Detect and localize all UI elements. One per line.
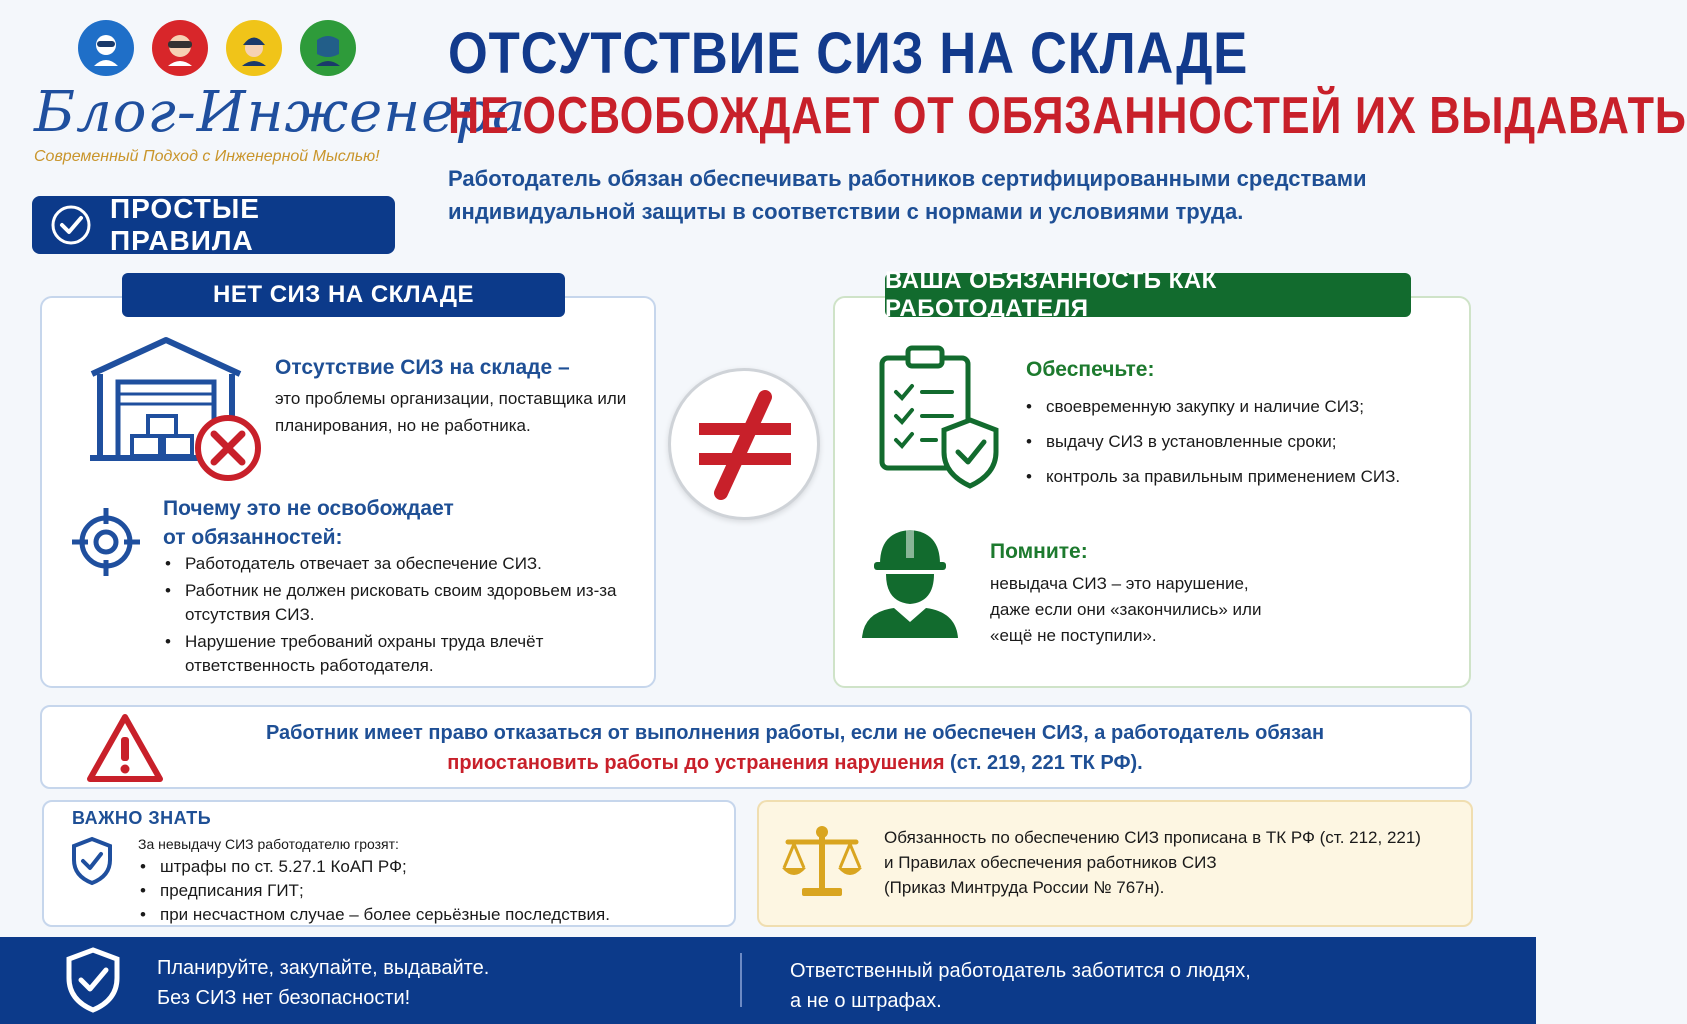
- remember-line: «ещё не поступили».: [990, 626, 1157, 645]
- warehouse-icon: [86, 334, 262, 480]
- worker-face-icon: [78, 20, 134, 76]
- brand-name: Блог-Инженера: [34, 80, 527, 145]
- warning-highlight: приостановить работы до устранения нарушения: [447, 752, 945, 774]
- footer-line: Без СИЗ нет безопасности!: [157, 987, 411, 1009]
- scales-icon: [780, 824, 864, 900]
- shield-check-icon: [64, 946, 122, 1014]
- badge-label: ПРОСТЫЕ ПРАВИЛА: [110, 193, 260, 256]
- footer-right-text: [790, 956, 1251, 1016]
- warning-article: (ст. 219, 221 ТК РФ).: [944, 752, 1143, 774]
- target-icon: [70, 506, 142, 578]
- warning-text: [190, 718, 1400, 778]
- footer-divider: [740, 953, 742, 1007]
- important-title: ВАЖНО ЗНАТЬ: [72, 808, 212, 828]
- important-intro: За невыдачу СИЗ работодателю грозят:: [138, 836, 399, 852]
- page-subtitle: Работодатель обязан обеспечивать работников сертифицированными средствами индивидуальной защиты в соответствии с нормами и условиями труда.: [448, 166, 1367, 224]
- clipboard-shield-icon: [876, 344, 1002, 490]
- provide-list: [1024, 395, 1464, 489]
- left-panel-title: НЕТ СИЗ НА СКЛАДЕ: [122, 273, 565, 317]
- page-title-secondary: НЕ ОСВОБОЖДАЕТ ОТ ОБЯЗАННОСТЕЙ ИХ ВЫДАВАТЬ: [448, 87, 1687, 145]
- footer-line: а не о штрафах.: [790, 990, 942, 1012]
- important-list: [138, 855, 610, 927]
- law-text: [884, 825, 1464, 900]
- list-item: • при несчастном случае – более серьёзные последствия.: [138, 903, 610, 927]
- why-heading-line2: от обязанностей:: [163, 526, 343, 549]
- important-text: [138, 834, 610, 927]
- law-line: (Приказ Минтруда России № 767н).: [884, 878, 1165, 897]
- provide-heading: Обеспечьте:: [1026, 358, 1155, 381]
- worker-icon: [858, 522, 962, 640]
- law-line: Обязанность по обеспечению СИЗ прописана в ТК РФ (ст. 212, 221): [884, 828, 1421, 847]
- remember-line: невыдача СИЗ – это нарушение,: [990, 574, 1249, 593]
- list-item: • Нарушение требований охраны труда влечёт ответственность работодателя.: [163, 630, 633, 678]
- footer-line: Планируйте, закупайте, выдавайте.: [157, 957, 490, 979]
- list-item: • Работодатель отвечает за обеспечение СИЗ.: [163, 552, 633, 576]
- warning-line2: [190, 748, 1400, 778]
- footer-line: Ответственный работодатель заботится о людях,: [790, 960, 1251, 982]
- why-heading: [163, 494, 454, 552]
- page-title: ОТСУТСТВИЕ СИЗ НА СКЛАДЕ: [448, 21, 1249, 86]
- law-line: и Правилах обеспечения работников СИЗ: [884, 853, 1217, 872]
- list-item: • своевременную закупку и наличие СИЗ;: [1024, 395, 1464, 419]
- list-item: • предписания ГИТ;: [138, 879, 610, 903]
- no-ppe-heading: Отсутствие СИЗ на складе –: [275, 356, 570, 379]
- why-heading-line1: Почему это не освобождает: [163, 497, 454, 520]
- logo-icons: [78, 20, 356, 76]
- warning-triangle-icon: [86, 713, 164, 783]
- not-equal-badge: [668, 368, 820, 520]
- footer-left-text: [157, 953, 489, 1013]
- worker-goggles-icon: [152, 20, 208, 76]
- worker-faceshield-icon: [300, 20, 356, 76]
- brand-slogan: Современный Подход с Инженерной Мыслью!: [34, 148, 380, 165]
- not-equal-icon: [671, 371, 817, 517]
- list-item: • контроль за правильным применением СИЗ.: [1024, 465, 1464, 489]
- remember-text: [990, 571, 1261, 649]
- list-item: • выдачу СИЗ в установленные сроки;: [1024, 430, 1464, 454]
- right-panel-title: ВАША ОБЯЗАННОСТЬ КАК РАБОТОДАТЕЛЯ: [885, 273, 1411, 317]
- checkmark-circle-icon: [50, 204, 92, 246]
- simple-rules-badge: [32, 193, 395, 256]
- shield-check-icon: [70, 836, 114, 886]
- no-ppe-text: это проблемы организации, поставщика или планирования, но не работника.: [275, 389, 627, 435]
- why-list: [163, 552, 633, 678]
- list-item: • штрафы по ст. 5.27.1 КоАП РФ;: [138, 855, 610, 879]
- worker-hardhat-icon: [226, 20, 282, 76]
- warning-line1: Работник имеет право отказаться от выполнения работы, если не обеспечен СИЗ, а работодатель обязан: [265, 722, 1325, 744]
- list-item: • Работник не должен рисковать своим здоровьем из-за отсутствия СИЗ.: [163, 579, 633, 627]
- remember-heading: Помните:: [990, 540, 1088, 563]
- remember-line: даже если они «закончились» или: [990, 600, 1262, 619]
